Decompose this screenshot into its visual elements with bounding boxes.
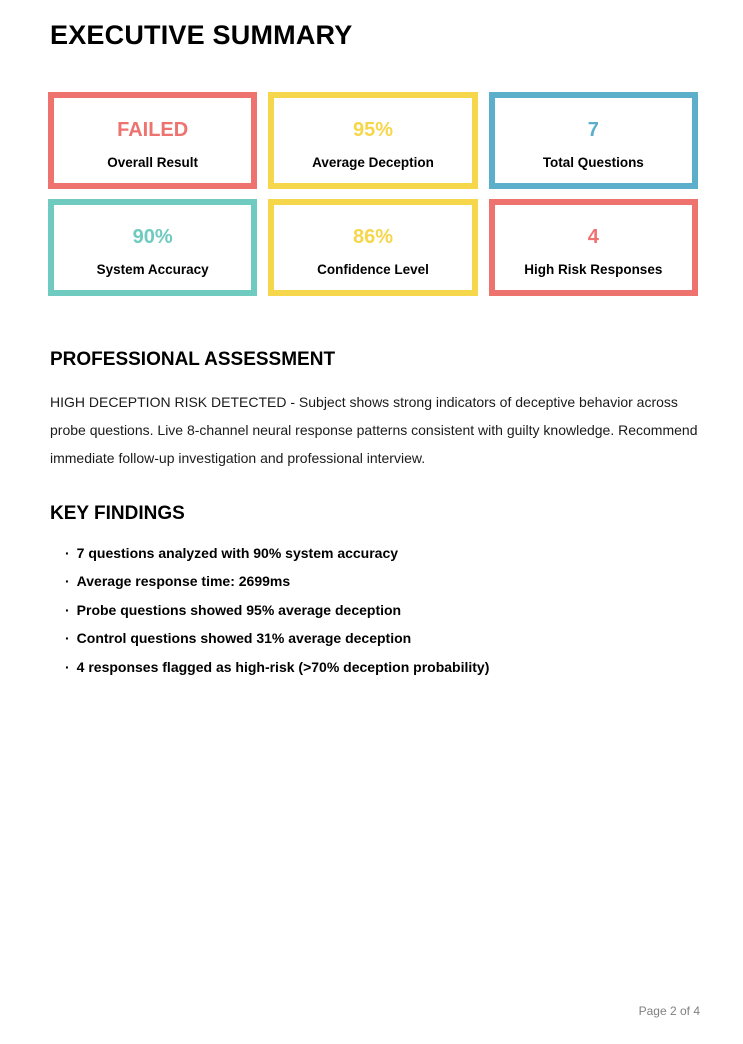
stat-card-value: 90% [132,226,173,248]
stat-card-confidence-level [268,199,477,296]
key-findings-heading: KEY FINDINGS [50,502,185,524]
key-finding-text: Probe questions showed 95% average deception [76,601,402,618]
stat-card-label: System Accuracy [96,262,209,277]
stat-cards-grid [48,92,698,296]
bullet-icon: · [65,544,70,561]
page-title: EXECUTIVE SUMMARY [50,20,353,50]
key-finding-text: 7 questions analyzed with 90% system accuracy [76,544,399,561]
stat-card-label: Confidence Level [317,262,429,277]
bullet-icon: · [65,601,70,618]
key-finding-item [65,653,698,682]
stat-card-value: FAILED [117,119,189,141]
stat-card-overall-result [48,92,257,189]
bullet-icon: · [65,573,70,590]
key-finding-item [65,596,698,625]
stat-card-label: Average Deception [312,155,434,170]
key-finding-text: 4 responses flagged as high-risk (>70% deception probability) [76,658,490,675]
stat-card-value: 95% [352,119,393,141]
key-finding-text: Control questions showed 31% average deception [76,630,412,647]
key-finding-item [65,624,698,653]
professional-assessment-heading: PROFESSIONAL ASSESSMENT [50,349,336,370]
stat-card-average-deception [268,92,477,189]
stat-card-value: 4 [587,226,599,248]
stat-card-label: Overall Result [107,155,199,170]
bullet-icon: · [65,630,70,647]
bullet-icon: · [65,658,70,675]
key-findings-list [48,539,698,682]
page-number: Page 2 of 4 [638,1004,700,1018]
stat-card-system-accuracy [48,199,257,296]
key-finding-item [65,567,698,596]
stat-card-total-questions [489,92,698,189]
stat-card-label: High Risk Responses [524,262,663,277]
stat-card-value: 86% [352,226,393,248]
key-finding-item [65,539,698,568]
stat-card-label: Total Questions [542,155,644,170]
professional-assessment-body: HIGH DECEPTION RISK DETECTED - Subject shows strong indicators of deceptive behavior across probe questions. Live 8-channel neural response patterns consistent with guilty knowledge. Recommend immediate follow-up investigation and professional interview. [50,394,698,467]
stat-card-value: 7 [587,119,599,141]
stat-card-high-risk-responses [489,199,698,296]
key-finding-text: Average response time: 2699ms [76,573,291,590]
